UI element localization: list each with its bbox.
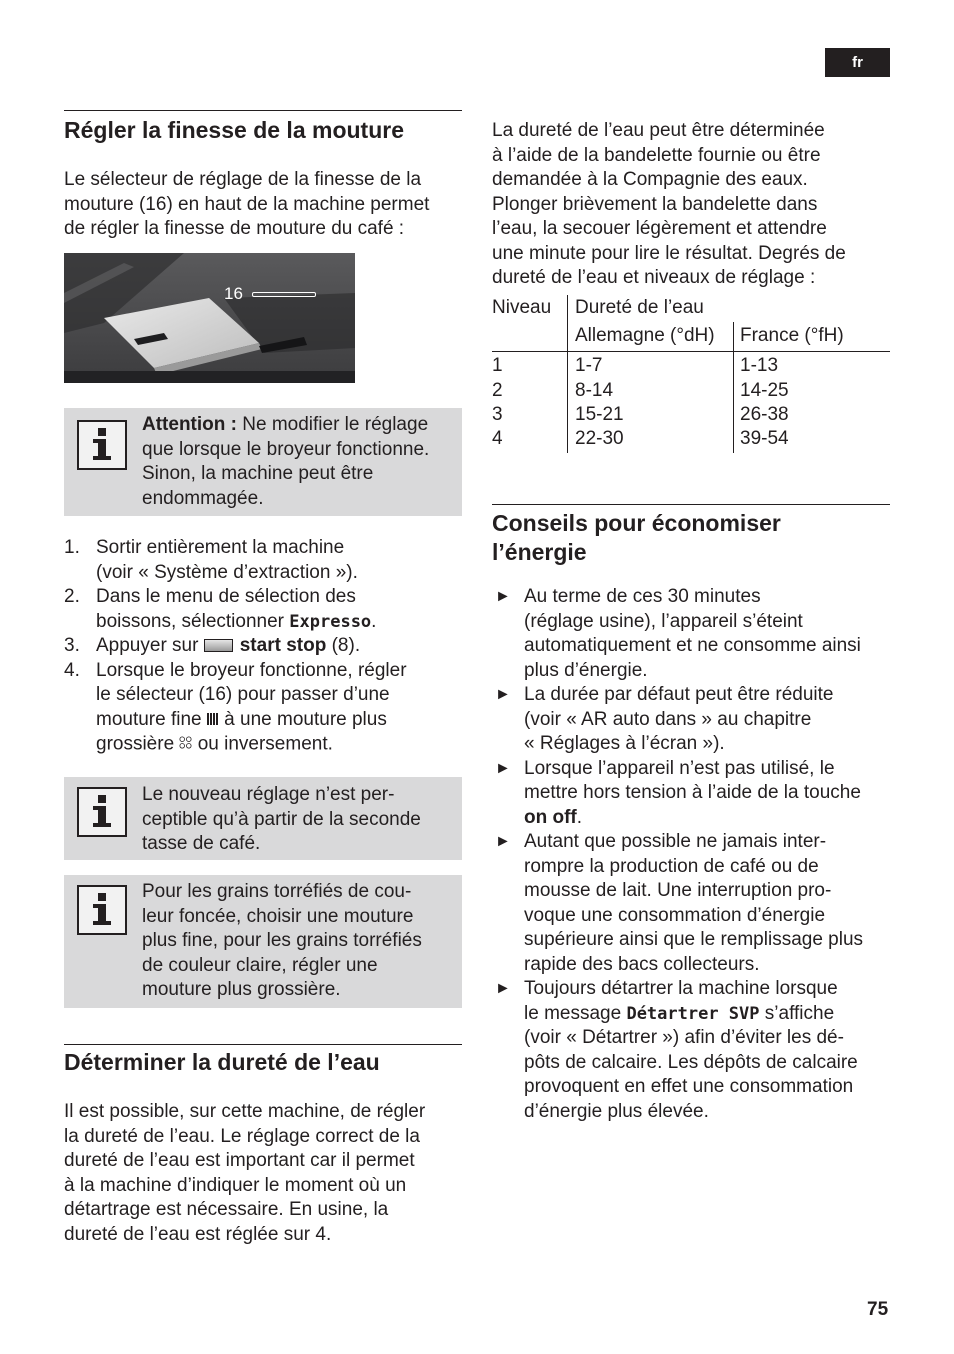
energy-section-title: Conseils pour économiser l’énergie (492, 510, 781, 565)
list-item: 2. Dans le menu de sélection des boissons, sélectionner Expresso. (64, 586, 377, 632)
grind-steps (64, 536, 464, 757)
table-cell: 8-14 (575, 380, 614, 401)
photo-callout-number: 16 (224, 284, 243, 303)
photo-callout-line (252, 292, 316, 297)
hardness-body: Il est possible, sur cette machine, de régler la dureté de l’eau. Le réglage correct de la dureté de l’eau est important car il permet à la machine d’indiquer le moment où un détartrage est nécessaire. En usine, la dureté de l’eau est réglée sur 4. (64, 1101, 426, 1245)
info-note-text: Pour les grains torréfiés de cou- leur foncée, choisir une mouture plus fine, pour les grains torréfiés de couleur claire, régler une mouture plus grossière. (142, 881, 422, 1000)
hardness-section-title: Déterminer la dureté de l’eau (64, 1049, 380, 1075)
table-cell: 3 (492, 404, 503, 425)
info-note-roast (64, 875, 462, 1008)
table-cell: 1 (492, 355, 503, 376)
arrow-bullet-icon: ► (495, 686, 511, 703)
grind-section-title: Régler la finesse de la mouture (64, 117, 405, 143)
list-item: 4. Lorsque le broyeur fonctionne, régler le sélecteur (16) pour passer d’une mouture fine à une mouture plus grossière ou inversement. (64, 659, 464, 757)
list-item: ► Lorsque l’appareil n’est pas utilisé, le mettre hors tension à l’aide de la touche on off. (495, 757, 861, 828)
table-cell: 26-38 (740, 404, 789, 425)
table-cell: 2 (492, 380, 503, 401)
list-item: ► Autant que possible ne jamais inter- rompre la production de café ou de mousse de lait. Une interruption pro- voque une consommation d’énergie supérieure ainsi que le remplissage plus rapide des bacs collecteurs. (495, 831, 864, 975)
attention-text: Attention : Ne modifier le réglage que lorsque le broyeur fonctionne. Sinon, la machine peut être endommagée. (142, 414, 430, 509)
grinder-selector-photo (64, 253, 355, 383)
list-item: ► Toujours détartrer la machine lorsque le message Détartrer SVP s’affiche (voir « Détartrer ») afin d’éviter les dé- pôts de calcaire. Les dépôts de calcaire provoquent en effet une consommation d’énergie plus élevée. (495, 978, 858, 1122)
table-cell: 14-25 (740, 380, 789, 401)
info-icon (77, 885, 127, 935)
arrow-bullet-icon: ► (495, 588, 511, 605)
grind-intro: Le sélecteur de réglage de la finesse de la mouture (16) en haut de la machine permet de régler la finesse de mouture du café : (64, 169, 430, 239)
table-cell: 39-54 (740, 428, 789, 449)
fine-grind-icon (207, 713, 219, 725)
info-icon (77, 787, 127, 837)
table-cell: 1-13 (740, 355, 779, 376)
info-note-perceptible (64, 777, 462, 860)
table-header-rule (492, 351, 890, 352)
start-stop-key-icon (204, 639, 233, 652)
hardness-test-intro: La dureté de l’eau peut être déterminée à l’aide de la bandelette fournie ou être demandée à la Compagnie des eaux. Plonger brièvement la bandelette dans l’eau, la secouer légèrement et attendre une minute pour lire le résultat. Degrés de dureté de l’eau et niveaux de réglage : (492, 120, 846, 288)
arrow-bullet-icon: ► (495, 759, 511, 777)
table-cell: 4 (492, 428, 503, 449)
section-rule (492, 504, 890, 505)
info-icon (77, 420, 127, 470)
water-hardness-table (492, 295, 890, 455)
page-number: 75 (867, 1299, 889, 1320)
table-header-hardness: Dureté de l’eau (575, 297, 704, 318)
table-header-germany: Allemagne (°dH) (575, 325, 715, 346)
arrow-bullet-icon: ► (495, 833, 511, 850)
table-cell: 15-21 (575, 404, 624, 425)
list-item: ► La durée par défaut peut être réduite (voir « AR auto dans » au chapitre « Réglages à l’écran »). (495, 684, 834, 754)
table-header-france: France (°fH) (740, 325, 844, 346)
list-item: 1. Sortir entièrement la machine (voir « Système d’extraction »). (64, 537, 358, 583)
coarse-grind-icon (179, 732, 192, 757)
list-item: ► Au terme de ces 30 minutes (réglage usine), l’appareil s’éteint automatiquement et ne consomme ainsi plus d’énergie. (495, 586, 861, 681)
energy-tips-list (492, 585, 892, 1124)
language-badge: fr (825, 48, 890, 77)
display-text-descale: Détartrer SVP (626, 1003, 760, 1024)
table-col-divider (733, 322, 734, 453)
arrow-bullet-icon: ► (495, 980, 511, 997)
section-rule (64, 110, 462, 111)
section-rule (64, 1044, 462, 1045)
list-item: 3. Appuyer sur start stop (8). (64, 635, 361, 656)
table-header-level: Niveau (492, 297, 552, 318)
info-note-text: Le nouveau réglage n’est per- ceptible qu’à partir de la seconde tasse de café. (142, 784, 421, 854)
attention-note (64, 408, 462, 516)
table-col-divider (567, 295, 568, 453)
table-cell: 22-30 (575, 428, 624, 449)
table-cell: 1-7 (575, 355, 603, 376)
display-text-expresso: Expresso (289, 611, 372, 632)
